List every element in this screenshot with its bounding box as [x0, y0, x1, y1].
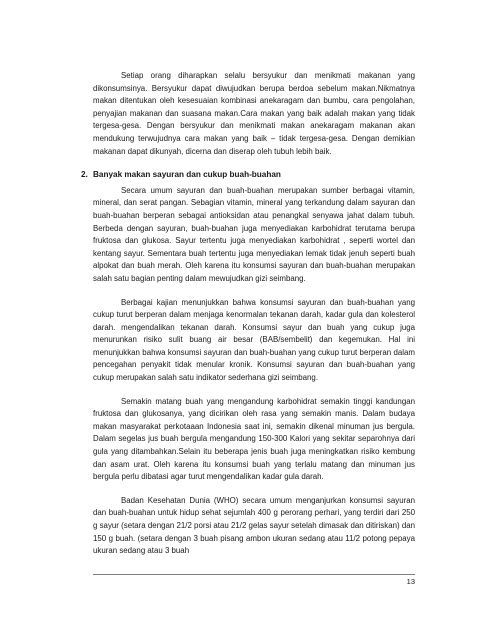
page-number: 13 — [406, 577, 415, 586]
paragraph-who-recommendation: Badan Kesehatan Dunia (WHO) secara umum menganjurkan konsumsi sayuran dan buah-buahan untuk hidup sehat sejumlah 400 g perorang perhari, yang terdiri dari 250 g sayur (setara dengan 21/2 porsi atau 21/2 gelas sayur setelah dimasak dan ditiriskan) dan 150 g buah. (setara dengan 3 buah pisang ambon ukuran sedang atau 11/2 potong pepaya ukuran sedang atau 3 buah — [93, 495, 415, 556]
paragraph-ripe-fruit-juice: Semakin matang buah yang mengandung karbohidrat semakin tinggi kandungan fruktosa dan glukosanya, yang dicirikan oleh rasa yang semakin manis. Dalam budaya makan masyarakat perkotaaan Indonesia saat ini, semakin dikenal minuman jus bergula. Dalam segelas jus buah bergula mengandung 150-300 Kalori yang sekitar separohnya dari gula yang ditambahkan.Selain itu beberapa jenis buah juga meningkatkan risiko kembung dan asam urat. Oleh karena itu konsumsi buah yang terlalu matang dan minuman jus bergula perlu dibatasi agar turut mengendalikan kadar gula darah. — [93, 396, 415, 482]
page-content — [81, 70, 415, 569]
footer-divider — [93, 574, 415, 575]
paragraph-vegetables-fruits-sources: Secara umum sayuran dan buah-buahan merupakan sumber berbagai vitamin, mineral, dan serat pangan. Sebagian vitamin, mineral yang terkandung dalam sayuran dan buah-buahan berperan sebagai antioksidan atau penangkal senyawa jahat dalam tubuh. Berbeda dengan sayuran, buah-buahan juga menyediakan karbohidrat terutama berupa fruktosa dan glukosa. Sayur tertentu juga menyediakan karbohidrat , seperti wortel dan kentang sayur. Sementara buah tertentu juga menyediakan lemak tidak jenuh seperti buah alpokat dan buah merah. Oleh karena itu konsumsi sayuran dan buah-buahan merupakan salah satu bagian penting dalam mewujudkan gizi seimbang. — [93, 185, 415, 283]
section-heading — [81, 169, 415, 182]
paragraph-studies-blood-pressure: Berbagai kajian menunjukkan bahwa konsumsi sayuran dan buah-buahan yang cukup turut berperan dalam menjaga kenormalan tekanan darah, kadar gula dan kolesterol darah. mengendalikan tekanan darah. Konsumsi sayur dan buah yang cukup juga menurunkan risiko sulit buang air besar (BAB/sembelit) dan kegemukan. Hal ini menunjukkan bahwa konsumsi sayuran dan buah-buahan yang cukup turut berperan dalam pencegahan penyakit tidak menular kronik. Konsumsi sayuran dan buah-buahan yang cukup merupakan salah satu indikator sederhana gizi seimbang. — [93, 297, 415, 383]
section-number: 2. — [81, 170, 88, 180]
paragraph-gratitude-eating: Setiap orang diharapkan selalu bersyukur dan menikmati makanan yang dikonsumsinya. Bersyukur dapat diwujudkan berupa berdoa sebelum makan.Nikmatnya makan ditentukan oleh kesesuaian kombinasi anekaragam dan bumbu, cara pengolahan, penyajian makanan dan suasana makan.Cara makan yang baik adalah makan yang tidak tergesa-gesa. Dengan bersyukur dan menikmati makan anekaragam makanan akan mendukung terwujudnya cara makan yang baik – tidak tergesa-gesa. Dengan demikian makanan dapat dikunyah, dicerna dan diserap oleh tubuh lebih baik. — [93, 71, 415, 156]
section-title: Banyak makan sayuran dan cukup buah-buahan — [93, 170, 281, 180]
